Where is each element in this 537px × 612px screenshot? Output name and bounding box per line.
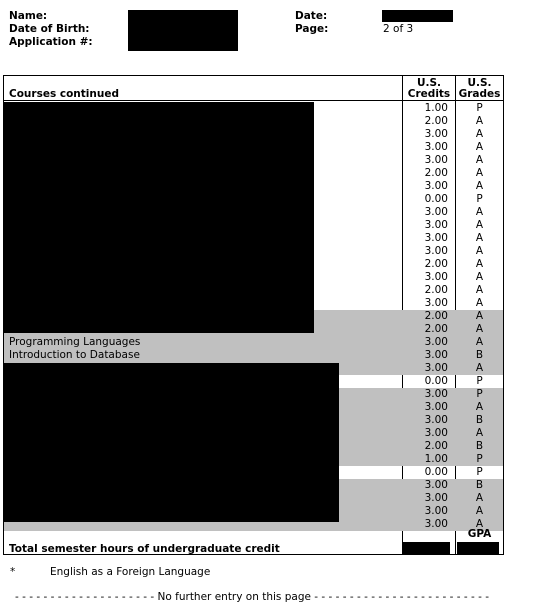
course-credits: 2.00 <box>424 258 448 270</box>
course-credits: 2.00 <box>424 323 448 335</box>
header-divider <box>4 100 503 101</box>
course-credits: 3.00 <box>424 232 448 244</box>
course-credits: 2.00 <box>424 115 448 127</box>
course-credits: 3.00 <box>424 128 448 140</box>
page-label: Page: <box>295 23 329 35</box>
course-credits: 3.00 <box>424 206 448 218</box>
course-credits: 1.00 <box>424 102 448 114</box>
course-credits: 3.00 <box>424 245 448 257</box>
course-grade: P <box>476 388 483 400</box>
course-grade: A <box>475 271 484 283</box>
course-grade: P <box>476 453 483 465</box>
course-name: Introduction to Database <box>9 349 140 361</box>
course-grade: P <box>476 193 483 205</box>
course-grade: A <box>475 245 484 257</box>
gpa-label: GPA <box>467 528 492 540</box>
course-grade: A <box>475 284 484 296</box>
date-label: Date: <box>295 10 328 22</box>
course-grade: A <box>475 115 484 127</box>
course-credits: 3.00 <box>424 479 448 491</box>
credits-header-line1: U.S. <box>416 77 442 89</box>
application-label: Application #: <box>9 36 93 48</box>
course-grade: A <box>475 401 484 413</box>
no-further-entry: - - - - - - - - - - - - - - - - - - - - No further entry on this page - - - - - - - - - - - - - - - - - - - - - - - - - <box>15 591 490 603</box>
course-credits: 2.00 <box>424 440 448 452</box>
course-grade: A <box>475 180 484 192</box>
redacted-course-names-2 <box>4 363 339 522</box>
redacted-gpa <box>457 542 499 554</box>
course-grade: A <box>475 141 484 153</box>
course-credits: 3.00 <box>424 492 448 504</box>
course-grade: B <box>475 479 484 491</box>
course-credits: 3.00 <box>424 180 448 192</box>
course-grade: P <box>476 102 483 114</box>
course-grade: A <box>475 362 484 374</box>
course-grade: A <box>475 219 484 231</box>
course-grade: A <box>475 128 484 140</box>
course-grade: A <box>475 323 484 335</box>
course-credits: 3.00 <box>424 401 448 413</box>
redacted-total-credits <box>403 542 450 554</box>
course-credits: 3.00 <box>424 349 448 361</box>
dob-label: Date of Birth: <box>9 23 90 35</box>
course-credits: 3.00 <box>424 154 448 166</box>
footnote-text: English as a Foreign Language <box>50 566 211 578</box>
course-credits: 0.00 <box>424 375 448 387</box>
grades-header-line2: Grades <box>458 88 501 100</box>
page-number: 2 of 3 <box>383 23 414 35</box>
course-credits: 3.00 <box>424 388 448 400</box>
grades-header-line1: U.S. <box>467 77 492 89</box>
course-credits: 3.00 <box>424 297 448 309</box>
redacted-date <box>382 10 453 22</box>
course-grade: A <box>475 206 484 218</box>
course-grade: P <box>476 466 483 478</box>
course-credits: 3.00 <box>424 518 448 530</box>
course-credits: 1.00 <box>424 453 448 465</box>
course-grade: A <box>475 427 484 439</box>
course-credits: 3.00 <box>424 219 448 231</box>
course-credits: 3.00 <box>424 362 448 374</box>
course-credits: 3.00 <box>424 427 448 439</box>
course-grade: A <box>475 518 484 530</box>
course-grade: A <box>475 336 484 348</box>
course-grade: A <box>475 167 484 179</box>
course-grade: A <box>475 492 484 504</box>
credits-header-line2: Credits <box>407 88 451 100</box>
course-credits: 3.00 <box>424 336 448 348</box>
total-credit-label: Total semester hours of undergraduate credit <box>9 543 280 555</box>
course-credits: 2.00 <box>424 310 448 322</box>
section-title: Courses continued <box>9 88 119 100</box>
course-credits: 0.00 <box>424 193 448 205</box>
course-credits: 0.00 <box>424 466 448 478</box>
course-grade: B <box>475 414 484 426</box>
course-grade: A <box>475 232 484 244</box>
course-grade: A <box>475 310 484 322</box>
course-name: Programming Languages <box>9 336 141 348</box>
course-grade: A <box>475 154 484 166</box>
course-grade: A <box>475 505 484 517</box>
redacted-applicant-info <box>128 10 238 51</box>
course-grade: P <box>476 375 483 387</box>
course-credits: 2.00 <box>424 167 448 179</box>
course-grade: B <box>475 349 484 361</box>
course-credits: 3.00 <box>424 414 448 426</box>
course-grade: A <box>475 297 484 309</box>
redacted-course-names-1 <box>4 102 314 333</box>
course-credits: 3.00 <box>424 271 448 283</box>
course-grade: A <box>475 258 484 270</box>
course-credits: 3.00 <box>424 141 448 153</box>
course-grade: B <box>475 440 484 452</box>
course-credits: 2.00 <box>424 284 448 296</box>
course-credits: 3.00 <box>424 505 448 517</box>
name-label: Name: <box>9 10 48 22</box>
footnote-marker: * <box>10 566 16 578</box>
